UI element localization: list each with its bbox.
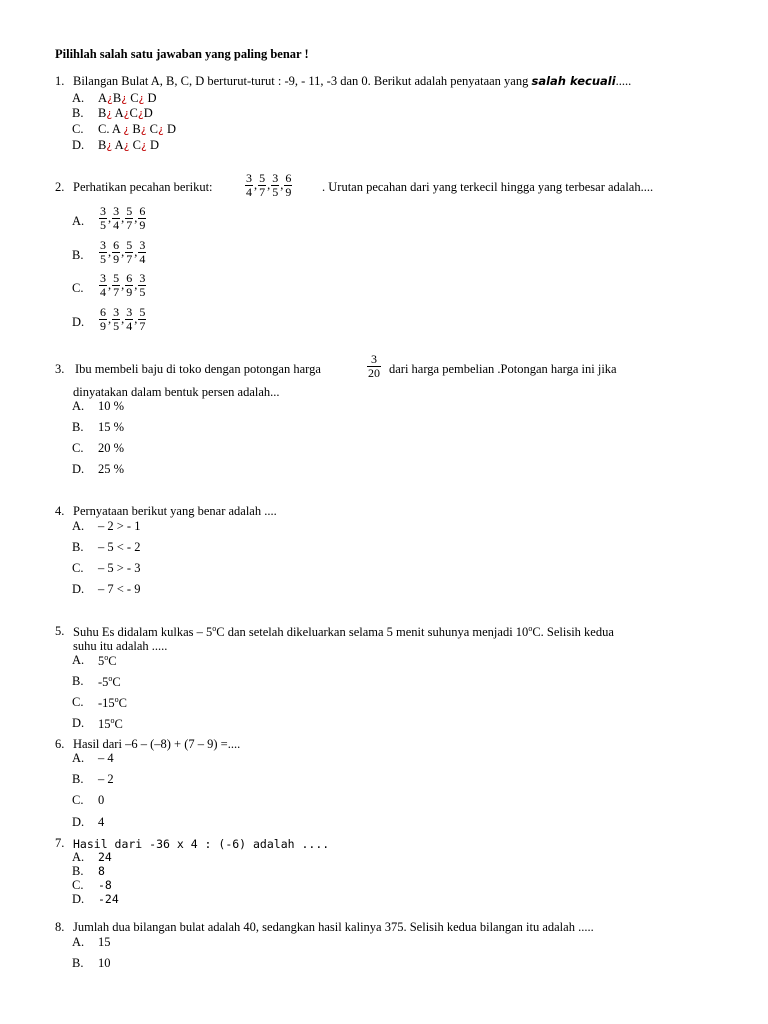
- q5-option-2-value: [98, 674, 121, 690]
- q4-number: 4.: [55, 504, 65, 518]
- q6-option-letter: D.: [72, 815, 85, 829]
- q2-option-letter: A.: [72, 214, 85, 228]
- q2-option-3-fraction-2-numerator: 5: [113, 271, 120, 285]
- q4-text: Pernyataan berikut yang benar adalah ....: [73, 504, 277, 518]
- q2-option-3-fraction-3-numerator: 6: [126, 271, 133, 285]
- q2-option-3-fraction-1-denominator: 4: [100, 285, 106, 299]
- q2-option-2-fraction-2-denominator: 9: [113, 252, 120, 266]
- q2-fraction-2: [258, 172, 266, 199]
- q2-option-3-fraction-3: [125, 272, 133, 299]
- q5-option-number: -15: [98, 696, 115, 711]
- inverted-question-mark: ¿: [106, 107, 113, 120]
- q2-option-1-fraction-1-numerator: 3: [100, 204, 106, 218]
- q2-fractions: [244, 172, 293, 199]
- q2-option-3-fraction-2: [112, 272, 120, 299]
- inverted-question-mark: ¿: [123, 107, 130, 120]
- q2-option-4-comma: ,: [108, 312, 112, 326]
- q4-option-4-value: – 7 < - 9: [98, 582, 141, 596]
- q6-option-letter: A.: [72, 751, 85, 765]
- q6-option-2-value: – 2: [98, 772, 114, 786]
- q2-comma: ,: [254, 178, 258, 192]
- q2-option-4-fraction-4: [138, 306, 146, 333]
- q6-number: 6.: [55, 737, 65, 751]
- q2-option-2-fraction-3-denominator: 7: [126, 252, 133, 266]
- q2-option-3-fraction-1: [99, 272, 107, 299]
- inverted-question-mark: ¿: [140, 123, 147, 136]
- q4-option-1-value: – 2 > - 1: [98, 519, 141, 533]
- q4-option-letter: D.: [72, 582, 85, 596]
- q5-text-line2: suhu itu adalah .....: [73, 639, 168, 653]
- q2-number: 2.: [55, 180, 65, 194]
- q2-option-4-fraction-4-numerator: 5: [139, 305, 146, 319]
- q2-text-after: . Urutan pecahan dari yang terkecil hingga yang terbesar adalah....: [322, 180, 654, 194]
- q5-text-c: C. Selisih kedua: [532, 625, 614, 640]
- degree-symbol: o: [108, 674, 113, 683]
- q5-number: 5.: [55, 624, 65, 638]
- q1-option-text: A: [112, 138, 124, 152]
- q2-option-4-fraction-2-numerator: 3: [113, 305, 120, 319]
- q1-option-text: B: [98, 138, 107, 152]
- q1-option-text: C: [129, 106, 138, 120]
- inverted-question-mark: ¿: [107, 92, 113, 105]
- q2-option-2-fraction-1-denominator: 5: [100, 252, 106, 266]
- q2-comma: ,: [267, 178, 271, 192]
- q2-option-letter: D.: [72, 315, 85, 329]
- q5-option-unit: C: [114, 717, 123, 732]
- q2-fraction-3-denominator: 5: [272, 185, 279, 199]
- q2-option-2-comma: ,: [121, 245, 125, 259]
- q1-option-letter: D.: [72, 138, 85, 152]
- q7-option-letter: C.: [72, 878, 84, 892]
- q2-option-2-fraction-1: [99, 239, 107, 266]
- q2-option-4-fraction-2-denominator: 5: [113, 319, 120, 333]
- q2-fraction-1: [245, 172, 253, 199]
- q1-option-1-value: [98, 91, 157, 106]
- inverted-question-mark: ¿: [123, 123, 130, 136]
- q2-option-2-comma: ,: [134, 245, 138, 259]
- q2-option-1-fraction-3-denominator: 7: [126, 218, 133, 232]
- q1-option-text: D: [143, 106, 153, 120]
- q1-option-letter: B.: [72, 106, 84, 120]
- q8-text: Jumlah dua bilangan bulat adalah 40, sedangkan hasil kalinya 375. Selisih kedua bilangan itu adalah .....: [73, 920, 594, 934]
- q2-fraction-4-denominator: 9: [285, 185, 292, 199]
- q5-option-unit: C: [108, 654, 117, 669]
- q1-option-text: B: [112, 91, 122, 105]
- q5-text-b: C dan setelah dikeluarkan selama 5 menit suhunya menjadi 10: [216, 625, 529, 640]
- q3-fraction-denominator: 20: [368, 366, 380, 380]
- q3-text-before: Ibu membeli baju di toko dengan potongan harga: [75, 362, 321, 376]
- q3-option-3-value: 20 %: [98, 441, 125, 455]
- q2-option-3-comma: ,: [108, 278, 112, 292]
- q2-option-4-fraction-4-denominator: 7: [139, 319, 146, 333]
- inverted-question-mark: ¿: [106, 139, 113, 152]
- q2-option-3-value: [98, 272, 147, 299]
- q4-option-2-value: – 5 < - 2: [98, 540, 141, 554]
- q2-option-1-fraction-4-denominator: 9: [139, 218, 146, 232]
- q2-fraction-2-numerator: 5: [259, 171, 266, 185]
- q2-option-3-fraction-4: [138, 272, 146, 299]
- degree-symbol: o: [110, 716, 115, 725]
- q2-option-2-fraction-4: [138, 239, 146, 266]
- q2-option-1-fraction-2-numerator: 3: [113, 204, 120, 218]
- q1-option-text: C: [129, 138, 141, 152]
- q2-option-1-comma: ,: [121, 211, 125, 225]
- q2-option-3-comma: ,: [134, 278, 138, 292]
- q1-option-text: D: [146, 138, 159, 152]
- q2-fraction-4-numerator: 6: [285, 171, 292, 185]
- q2-option-1-fraction-4-numerator: 6: [139, 204, 146, 218]
- q2-option-3-fraction-1-numerator: 3: [100, 271, 106, 285]
- degree-symbol: o: [114, 695, 119, 704]
- q3-number: 3.: [55, 362, 65, 376]
- q2-option-2-fraction-1-numerator: 3: [100, 238, 106, 252]
- q2-option-4-fraction-1-numerator: 6: [100, 305, 106, 319]
- inverted-question-mark: ¿: [140, 139, 147, 152]
- q2-option-1-fraction-4: [138, 205, 146, 232]
- q1-text: [73, 74, 631, 89]
- degree-symbol: o: [104, 653, 109, 662]
- q6-option-letter: B.: [72, 772, 84, 786]
- q5-text-a: Suhu Es didalam kulkas – 5: [73, 625, 213, 640]
- q2-option-1-value: [98, 205, 147, 232]
- q2-option-4-fraction-1: [99, 306, 107, 333]
- q1-option-letter: C.: [72, 122, 84, 136]
- q3-option-letter: C.: [72, 441, 84, 455]
- q1-number: 1.: [55, 74, 65, 88]
- q1-tail: .....: [615, 74, 632, 88]
- q3-option-letter: D.: [72, 462, 85, 476]
- q4-option-letter: A.: [72, 519, 85, 533]
- q1-option-text: D: [163, 122, 176, 136]
- q2-option-2-fraction-3: [125, 239, 133, 266]
- q1-text-main: Bilangan Bulat A, B, C, D berturut-turut : -9, - 11, -3 dan 0. Berikut adalah penyataan yang: [73, 74, 529, 88]
- q4-option-3-value: – 5 > - 3: [98, 561, 141, 575]
- q6-option-4-value: 4: [98, 815, 105, 829]
- q8-option-letter: A.: [72, 935, 85, 949]
- q5-option-number: 15: [98, 717, 111, 732]
- q2-option-2-comma: ,: [108, 245, 112, 259]
- q2-option-2-fraction-4-numerator: 3: [139, 238, 146, 252]
- q6-option-letter: C.: [72, 793, 84, 807]
- q1-emphasis: salah kecuali: [531, 74, 616, 88]
- q6-text: Hasil dari –6 – (–8) + (7 – 9) =....: [73, 737, 241, 751]
- q2-option-2-fraction-3-numerator: 5: [126, 238, 133, 252]
- q1-option-text: C: [127, 91, 139, 105]
- q5-option-letter: C.: [72, 695, 84, 709]
- q7-option-1-value: 24: [98, 850, 112, 864]
- q3-option-2-value: 15 %: [98, 420, 125, 434]
- q3-option-letter: A.: [72, 399, 85, 413]
- q3-option-letter: B.: [72, 420, 84, 434]
- q1-option-letter: A.: [72, 91, 85, 105]
- q5-option-unit: C: [118, 696, 128, 711]
- inverted-question-mark: ¿: [158, 123, 164, 136]
- q5-option-unit: C: [112, 675, 121, 690]
- inverted-question-mark: ¿: [121, 92, 128, 105]
- q2-option-4-fraction-1-denominator: 9: [100, 319, 106, 333]
- q2-option-letter: B.: [72, 248, 84, 262]
- q2-option-3-fraction-4-denominator: 5: [139, 285, 146, 299]
- q1-option-text: C. A: [98, 122, 124, 136]
- instruction-text: Pilihlah salah satu jawaban yang paling benar !: [55, 47, 309, 61]
- q6-option-3-value: 0: [98, 793, 105, 807]
- q2-option-1-fraction-3: [125, 205, 133, 232]
- q3-fraction: [366, 353, 382, 380]
- q3-fraction-numerator: 3: [371, 352, 377, 366]
- q3-text-line2: dinyatakan dalam bentuk persen adalah...: [73, 385, 280, 399]
- q3-option-1-value: 10 %: [98, 399, 125, 413]
- q7-option-letter: A.: [72, 850, 85, 864]
- q4-option-letter: C.: [72, 561, 84, 575]
- q2-option-4-fraction-3-denominator: 4: [126, 319, 133, 333]
- q8-number: 8.: [55, 920, 65, 934]
- q5-option-number: 5: [98, 654, 105, 669]
- q2-option-letter: C.: [72, 281, 84, 295]
- q2-comma: ,: [280, 178, 284, 192]
- inverted-question-mark: ¿: [138, 92, 145, 105]
- q7-option-4-value: -24: [98, 892, 119, 906]
- q2-text-before: Perhatikan pecahan berikut:: [73, 180, 213, 194]
- q1-option-text: B: [129, 122, 141, 136]
- q5-option-letter: B.: [72, 674, 84, 688]
- q2-option-4-value: [98, 306, 147, 333]
- q7-number: 7.: [55, 836, 65, 850]
- q5-option-letter: D.: [72, 716, 85, 730]
- q1-option-text: D: [144, 91, 157, 105]
- q2-option-2-value: [98, 239, 147, 266]
- q5-option-number: -5: [98, 675, 109, 690]
- q2-option-3-fraction-2-denominator: 7: [113, 285, 120, 299]
- q1-option-text: A: [112, 106, 124, 120]
- q2-option-3-fraction-3-denominator: 9: [126, 285, 133, 299]
- q5-option-4-value: [98, 716, 123, 732]
- q2-option-1-fraction-3-numerator: 5: [126, 204, 133, 218]
- q8-option-letter: B.: [72, 956, 84, 970]
- q7-option-letter: B.: [72, 864, 84, 878]
- q8-option-1-value: 15: [98, 935, 111, 949]
- q2-fraction-4: [284, 172, 292, 199]
- q2-option-4-fraction-3-numerator: 3: [126, 305, 133, 319]
- q2-fraction-3: [271, 172, 279, 199]
- q2-option-1-comma: ,: [108, 211, 112, 225]
- q5-text: [73, 624, 614, 640]
- q6-option-1-value: – 4: [98, 751, 114, 765]
- q4-option-letter: B.: [72, 540, 84, 554]
- q2-option-3-fraction-4-numerator: 3: [139, 271, 146, 285]
- q2-option-1-fraction-2-denominator: 4: [113, 218, 120, 232]
- q2-option-4-comma: ,: [134, 312, 138, 326]
- q7-option-letter: D.: [72, 892, 85, 906]
- q2-option-2-fraction-2-numerator: 6: [113, 238, 120, 252]
- q1-option-text: A: [98, 91, 108, 105]
- q1-option-text: B: [98, 106, 107, 120]
- q2-option-3-comma: ,: [121, 278, 125, 292]
- q2-option-1-fraction-2: [112, 205, 120, 232]
- inverted-question-mark: ¿: [137, 107, 144, 120]
- q7-option-3-value: -8: [98, 878, 112, 892]
- q3-option-4-value: 25 %: [98, 462, 125, 476]
- q2-option-1-fraction-1: [99, 205, 107, 232]
- q8-option-2-value: 10: [98, 956, 111, 970]
- q7-text: Hasil dari -36 x 4 : (-6) adalah ....: [73, 837, 330, 851]
- q5-degree-1: o: [212, 624, 217, 633]
- inverted-question-mark: ¿: [123, 139, 130, 152]
- q5-option-letter: A.: [72, 653, 85, 667]
- q5-degree-2: o: [528, 624, 533, 633]
- q7-option-2-value: 8: [98, 864, 105, 878]
- q2-option-1-fraction-1-denominator: 5: [100, 218, 106, 232]
- q1-option-2-value: [98, 106, 153, 121]
- q2-option-4-comma: ,: [121, 312, 125, 326]
- q5-option-1-value: [98, 653, 117, 669]
- q2-option-4-fraction-2: [112, 306, 120, 333]
- q2-fraction-3-numerator: 3: [272, 171, 279, 185]
- q5-option-3-value: [98, 695, 127, 711]
- q2-option-4-fraction-3: [125, 306, 133, 333]
- q1-option-3-value: [98, 122, 176, 137]
- q3-text-after: dari harga pembelian .Potongan harga ini jika: [389, 362, 617, 376]
- q1-option-text: C: [146, 122, 158, 136]
- q2-fraction-1-numerator: 3: [246, 171, 252, 185]
- q2-fraction-1-denominator: 4: [246, 185, 252, 199]
- q2-fraction-2-denominator: 7: [259, 185, 266, 199]
- q1-option-4-value: [98, 138, 159, 153]
- q2-option-1-comma: ,: [134, 211, 138, 225]
- q2-option-2-fraction-4-denominator: 4: [139, 252, 146, 266]
- q2-option-2-fraction-2: [112, 239, 120, 266]
